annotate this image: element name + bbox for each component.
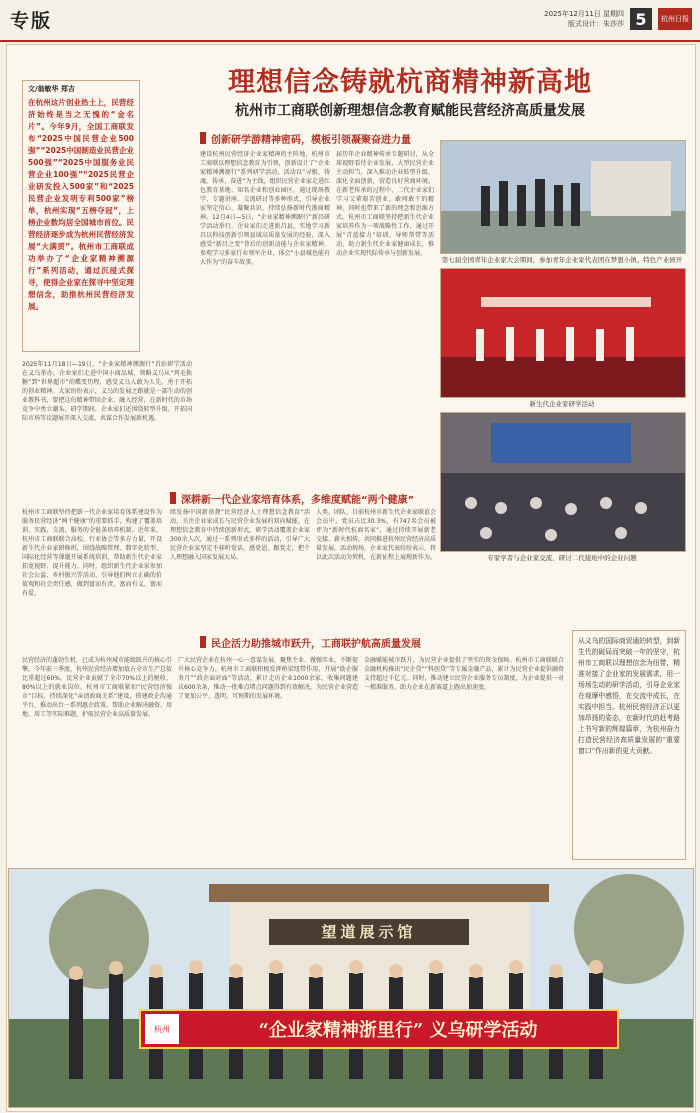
- article-subtitle: 杭州市工商联创新理想信念教育赋能民营经济高质量发展: [235, 103, 585, 119]
- photo-1: [440, 140, 686, 254]
- heading-marker: [200, 132, 206, 144]
- bottom-group-photo: [8, 868, 694, 1108]
- column-h: 广大民营企业在杭州一心一意谋发展，聚焦主业、做强实业，不断提升核心竞争力。杭州市工商联积极发挥桥梁纽带作用，开展“助企服务月”“政企面对面”等活动，累计走访企业1000余家，收集问题建议600余条，推动一批难点堵点问题得到有效解决，为民营企业营造了更加公平、透明、可预期的发展环境。: [178, 657, 358, 700]
- date-line: 2025年12月11日 星期四: [544, 10, 624, 18]
- header-meta: [544, 9, 624, 29]
- photo-1-caption: 第七届全国青年企业家大会期间，参加青年企业家代表团在梦想小镇、特色产业园开: [441, 256, 683, 264]
- section-heading-2: [170, 490, 440, 506]
- column-d: 杭州市工商联坚持把新一代企业家培育体系建设作为服务民营经济“两个健康”的重要抓手，构建了覆盖培训、实践、交流、服务的全链条培养机制。近年来，杭州市工商联联合高校、行业协会等多方力量，开设新生代企业家研修班，围绕战略管理、数字化转型、国际化经营等课题开展系统培训，帮助新生代企业家拓宽视野、提升能力。同时，组织新生代企业家参加社会公益、乡村振兴等活动，引导他们树立正确的价值观和社会责任感，做到富而有责、富而有义、富而有爱。: [22, 509, 162, 597]
- heading-text: 创新研学游精神密码，模板引领凝聚奋进力量: [211, 134, 411, 146]
- building-sign: 望道展示馆: [321, 923, 417, 941]
- heading-marker: [170, 492, 176, 504]
- column-c: 届历年企业精神传承专题研讨，从全球视野看待企业发展，大型民营企业主动担当，深入推动企业转型升级，深化全面创新，营造良好营商环境。在新老传承的过程中，二代企业家们学习父辈艰苦创业、敢闯敢干的精神，同时也带来了新的理念和思维方式。杭州市工商联坚持把新生代企业家培养作为一项战略性工作，通过开展“青蓝接力”培训、导师帮带等活动，助力新生代企业家健康成长，推动企业实现代际传承与创新发展。: [336, 151, 434, 257]
- group-photo-image: [9, 869, 693, 1107]
- photo-2-caption: 新生代企业家研学活动: [529, 400, 595, 408]
- header-right: [544, 8, 692, 30]
- sidebar-quote: 从义乌的国际商贸通的转型，到新生代的破局而突破一年的坚守，杭州市工商联以理想信念为纽带，精准对接了企业家的发展需求，用一场场生动的研学活动，引导企业家在观摩中感悟，在交流中成长，在实践中担当。杭州民营经济正以更加昂扬的姿态，在新时代的赶考路上书写新的辉煌篇章，为杭州奋力打造民营经济高质量发展的“重要窗口”作出新的更大贡献。: [572, 630, 686, 860]
- heading-text: 民企活力助推城市跃升，工商联护航高质量发展: [211, 638, 421, 650]
- heading-text: 深耕新一代企业家培育体系，多维度赋能“两个健康”: [181, 494, 415, 506]
- section-heading-1: [200, 130, 440, 146]
- byline: 文/翁敏华 郑吉: [28, 85, 75, 93]
- banner-text: “企业家精神浙里行” 义乌研学活动: [258, 1020, 538, 1041]
- editor-line: 版式设计：朱莎莎: [568, 20, 624, 28]
- page-number: 5: [630, 8, 652, 30]
- section-heading-3: [200, 634, 440, 650]
- lead-paragraph: 在杭州这片创业热土上，民营经济始终是当之无愧的“金名片”。今年9月，全国工商联发布“2025中国民营企业500强”“2025中国制造业民营企业500强”“2025中国服务业民营企业100强”“2025民营企业研发投入500家”和“2025民营企业发明专利500家”榜单，杭州实现“五榜夺冠”，上榜企业数均居全国城市首位。民营经济逐步成为杭州民营经济发展“大满贯”。杭州市工商联成功举办了“企业家精神溯源行”系列活动，通过沉浸式探寻，使得企业家在探寻中坚定理想信念，助推杭州民营经济发展。: [28, 98, 134, 311]
- photo-2-image: [441, 269, 685, 397]
- photo-1-image: [441, 141, 685, 253]
- photo-3: [440, 412, 686, 552]
- heading-marker: [200, 636, 206, 648]
- column-f: 人类、团队、目前杭州市新生代企业家联谊会会员中，党员占比30.3%，有747名会员被评为“新时代杭商名家”，通过持续开展新老交接、薪火相传，共同推进杭州民营经济高质量发展。活动现场，企业家代表纷纷表示，将以此次活动为契机，在新征程上展现新作为。: [316, 509, 436, 561]
- column-a: 2025年11月18日—19日，“企业家精神溯源行”首站研学活动在义乌举办。企业家们走进中国小商品城，领略义乌从“鸡毛换糖”到“世界超市”的蝶变历程，感受义乌人敢为人先、勇于开拓的创业精神。大家纷纷表示，义乌的发展之路就是一部生动的创业教科书，要把这份精神带回企业、融入经营，在新时代的市场竞争中勇立潮头。研学期间，企业家们还围绕转型升级、开拓国际市场等议题展开深入交流，共谋合作发展新机遇。: [22, 361, 192, 422]
- photo-3-image: [441, 413, 685, 551]
- banner-logo: 杭州: [145, 1014, 179, 1044]
- column-e: 续发扬中国新基督“民营经济人士理想信念教育”活动，关注企业家成长与民营企业发展的双向赋能。在理想信念教育中持续创新形式，研学活动覆盖企业家300余人次，通过一系列形式多样的活动，引导广大民营企业家坚定不移听党话、感党恩、跟党走，把个人理想融入国家发展大局。: [170, 509, 310, 561]
- lead-box: [22, 80, 140, 352]
- photo-3-caption: 专家学者与企业家交流、研讨二代接班中的企业问题: [487, 554, 637, 562]
- column-g: 民营经济的蓬勃生机，已成为杭州城市能级跃升的核心引擎。今年前三季度，杭州民营经济增加值占全市生产总值比重超过60%，民营企业贡献了全市70%以上的税收、80%以上的就业岗位。杭州市工商联紧扣“民营经济强市”目标，持续深化“亲清政商关系”建设，搭建政企沟通平台，推动出台一系列惠企政策，帮助企业解决融资、用地、用工等实际难题，护航民营企业高质量发展。: [22, 657, 172, 718]
- banner: [139, 1009, 619, 1049]
- photo-2: [440, 268, 686, 398]
- column-b: 建设杭州民营经济企业家精神的主阵地，杭州市工商联以理想信念教育为引领，创新设计了“企业家精神溯源行”系列研学活动。活动以“寻根、铸魂、传承、奋进”为主线，组织民营企业家走进红色教育基地、知名企业和创业园区，通过现场教学、专题讲座、交流研讨等多种形式，引导企业家坚定信心、凝聚共识，持续弘扬新时代浙商精神。12月4日—5日，“企业家精神溯源行”新昌研学活动举行。企业家们走进新昌县，实地学习新昌以科技创新引领县域高质量发展的经验，深入感受“新昌之变”背后的创新动能与企业家精神，参观学习多家行业领军企业，体会“小县城也能有大作为”的奋斗故事。: [200, 151, 330, 266]
- article-title: 理想信念铸就杭商精神新高地: [228, 67, 592, 98]
- page-header: [0, 0, 700, 42]
- newspaper-logo: 杭州日报: [658, 8, 692, 30]
- column-i: 金融赋能城市跃升，为民营企业提供了坚实的资金保障。杭州市工商联联合金融机构推出“民企贷”“科创贷”等专属金融产品，累计为民营企业提供融资支持超过千亿元。同时，推动建立民营企业服务专员制度，为企业提供一对一精准服务，助力企业在新赛道上跑出加速度。: [364, 657, 564, 691]
- section-label: 专版: [10, 10, 53, 32]
